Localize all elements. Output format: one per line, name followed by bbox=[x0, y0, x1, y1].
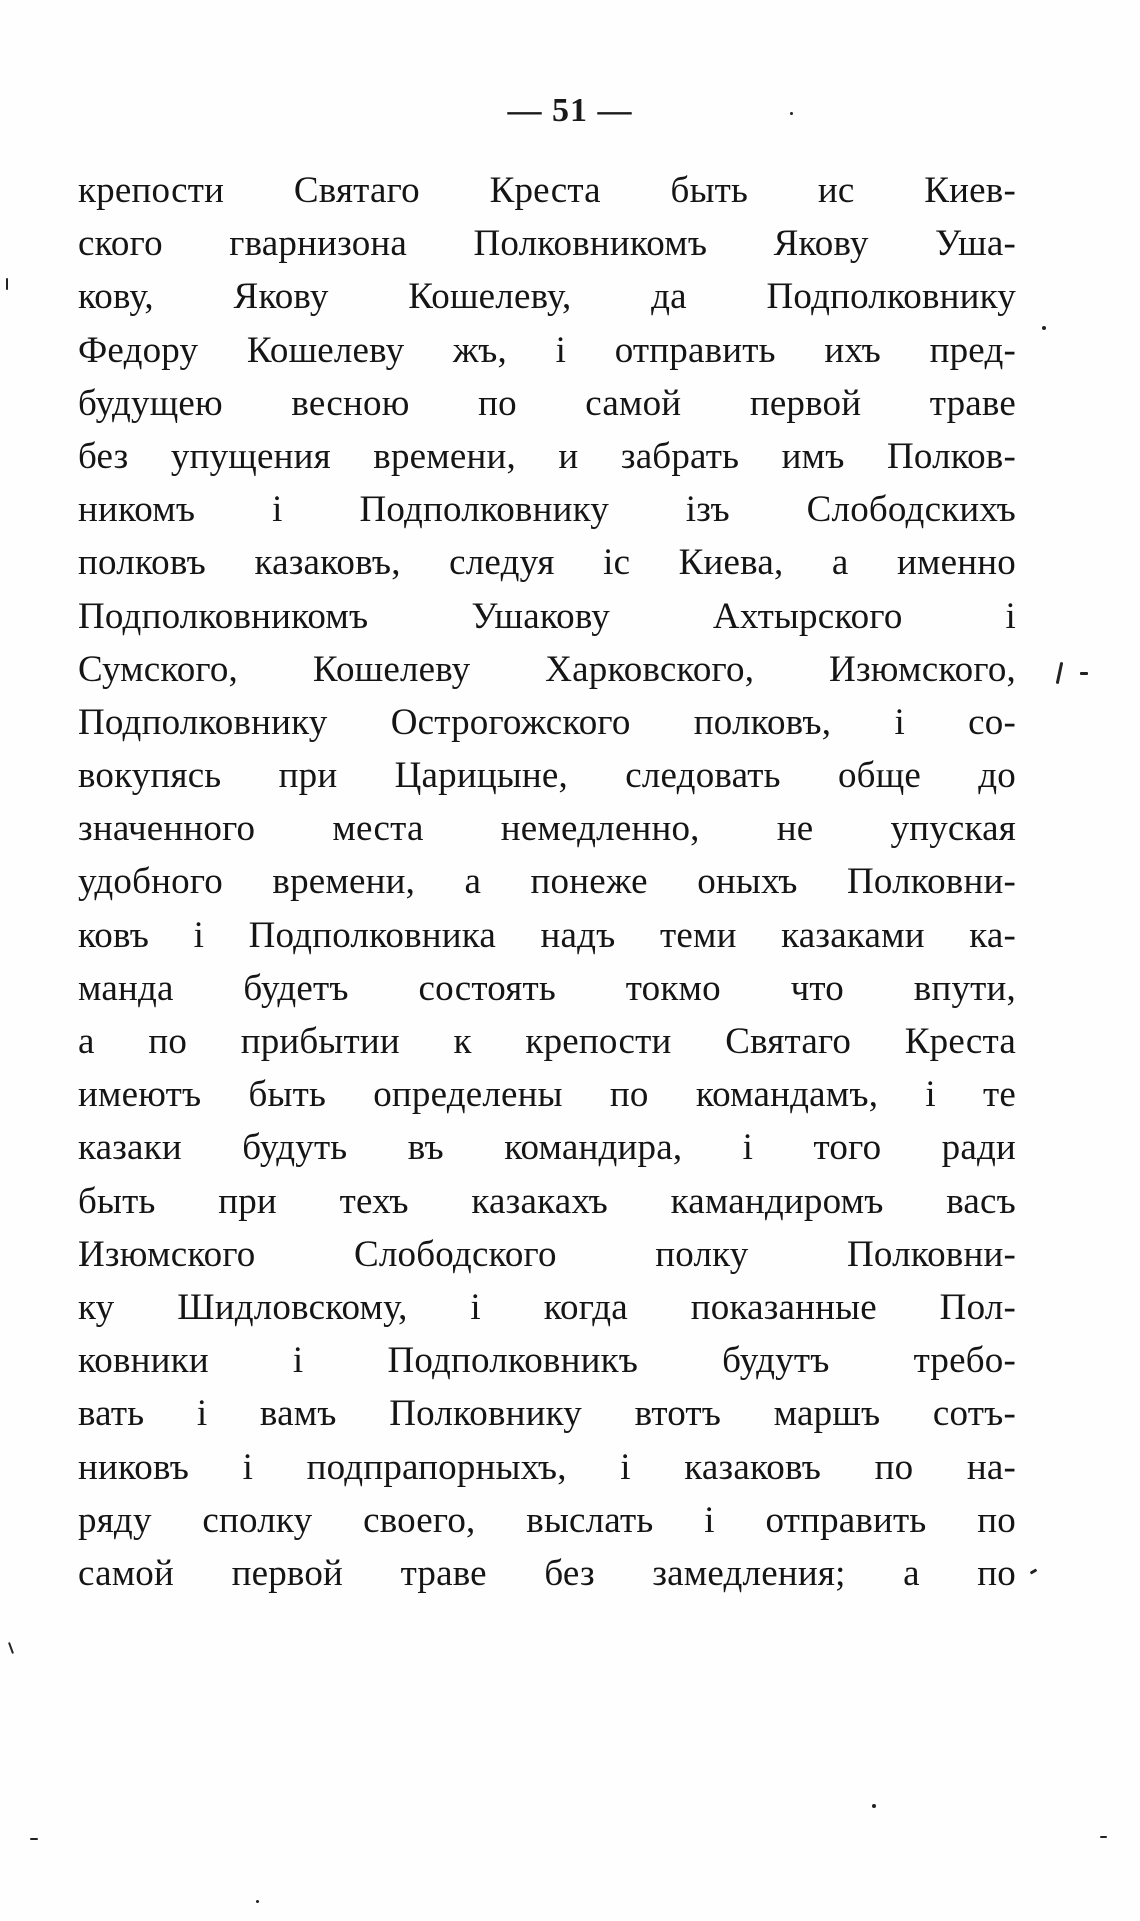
text-line: ку Шидловскому, і когда показанные Пол- bbox=[78, 1286, 1016, 1328]
page-number: — 51 — bbox=[507, 92, 633, 129]
text-line: Федору Кошелеву жъ, і отправить ихъ пред- bbox=[78, 329, 1016, 371]
scan-speck bbox=[1100, 1836, 1107, 1838]
text-line: вокупясь при Царицыне, следовать обще до bbox=[78, 755, 1016, 797]
text-line: ковъ і Подполковника надъ теми казаками ка- bbox=[78, 914, 1016, 956]
text-line: быть при техъ казакахъ камандиромъ васъ bbox=[78, 1180, 1016, 1222]
text-line: ковники і Подполковникъ будутъ требо- bbox=[78, 1340, 1016, 1382]
text-line: крепости Святаго Креста быть ис Киев- bbox=[78, 170, 1016, 211]
text-line: никовъ і подпрапорныхъ, і казаковъ по на- bbox=[78, 1446, 1016, 1488]
text-line: имеютъ быть определены по командамъ, і те bbox=[78, 1074, 1016, 1116]
scan-speck bbox=[1080, 672, 1088, 675]
text-line: кову, Якову Кошелеву, да Подполковнику bbox=[78, 276, 1016, 318]
text-line: казаки будуть въ командира, і того ради bbox=[78, 1127, 1016, 1169]
text-line: Изюмского Слободского полку Полковни- bbox=[78, 1233, 1016, 1275]
text-line: ского гварнизона Полковникомъ Якову Уша- bbox=[78, 223, 1016, 265]
scan-speck bbox=[790, 112, 793, 115]
text-line: будущею весною по самой первой траве bbox=[78, 382, 1016, 424]
scan-speck bbox=[256, 1900, 259, 1903]
text-line: удобного времени, а понеже оныхъ Полковни- bbox=[78, 861, 1016, 903]
text-line: Подполковникомъ Ушакову Ахтырского і bbox=[78, 595, 1016, 637]
text-line: манда будетъ состоять токмо что впути, bbox=[78, 967, 1016, 1009]
text-line: а по прибытии к крепости Святаго Креста bbox=[78, 1021, 1016, 1062]
body-text bbox=[78, 164, 1016, 1600]
text-line: полковъ казаковъ, следуя іс Киева, а именно bbox=[78, 542, 1016, 584]
text-line: ряду сполку своего, выслать і отправить по bbox=[78, 1499, 1016, 1541]
text-line: значенного места немедленно, не упуская bbox=[78, 808, 1016, 850]
scan-speck bbox=[1030, 1568, 1038, 1574]
text-line: самой первой траве без замедления; а по bbox=[78, 1552, 1016, 1594]
scan-speck bbox=[1056, 662, 1064, 684]
scan-speck bbox=[8, 1642, 14, 1654]
text-line: Подполковнику Острогожского полковъ, і со- bbox=[78, 701, 1016, 743]
scan-speck bbox=[6, 278, 8, 290]
scan-speck bbox=[30, 1838, 38, 1840]
scan-speck bbox=[1042, 326, 1046, 330]
scan-speck bbox=[872, 1804, 876, 1808]
text-line: вать і вамъ Полковнику втотъ маршъ сотъ- bbox=[78, 1393, 1016, 1435]
text-line: без упущения времени, и забрать имъ Полков- bbox=[78, 435, 1016, 477]
text-line: Сумского, Кошелеву Харковского, Изюмского, bbox=[78, 648, 1016, 690]
text-line: никомъ і Подполковнику ізъ Слободскихъ bbox=[78, 489, 1016, 531]
